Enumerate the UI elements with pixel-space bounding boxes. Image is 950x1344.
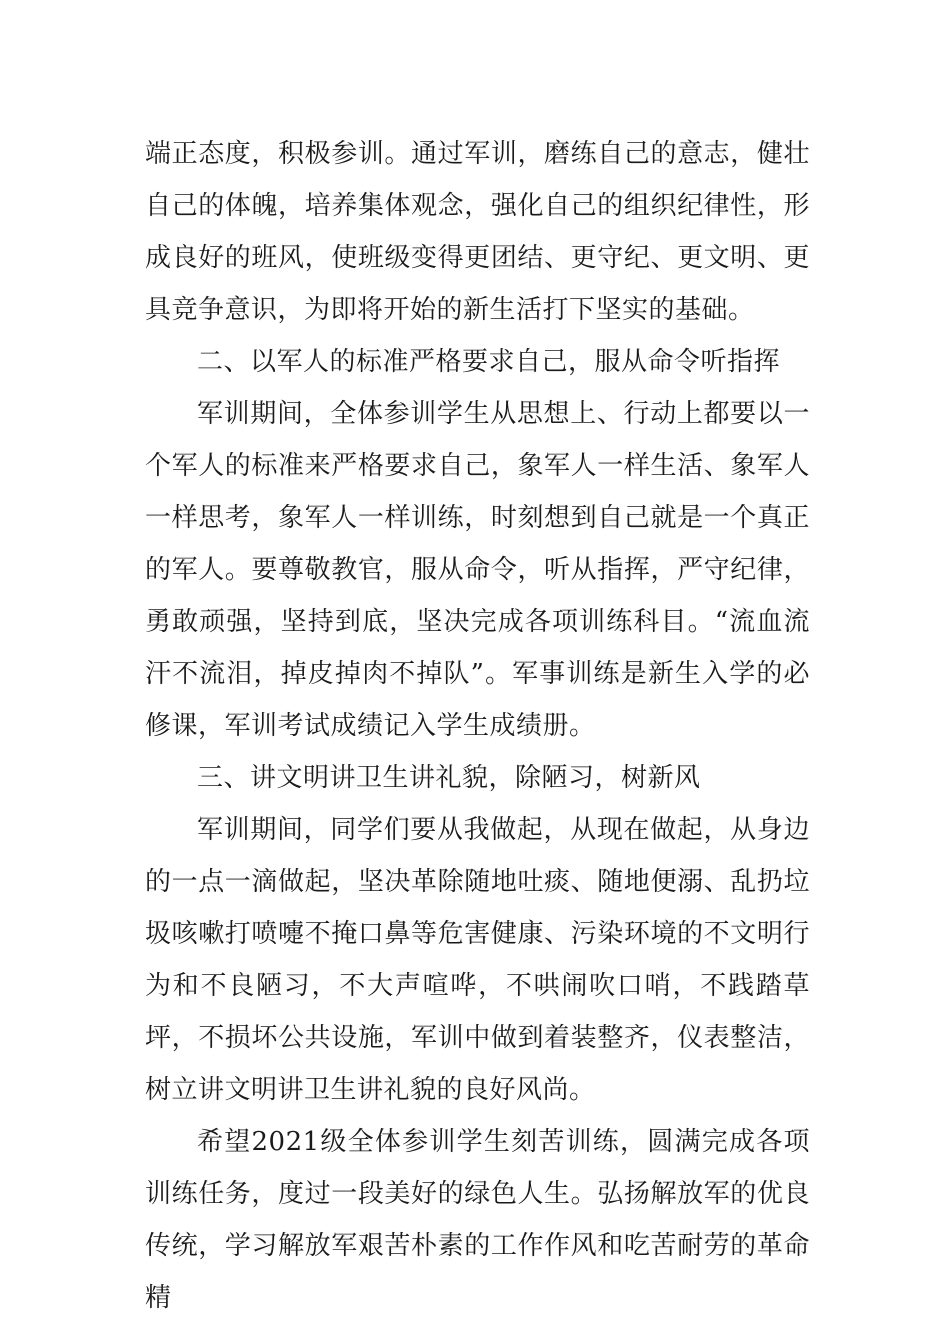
document-body bbox=[145, 128, 810, 1324]
paragraph-2: 军训期间，全体参训学生从思想上、行动上都要以一个军人的标准来严格要求自己，象军人一样生活、象军人一样思考，象军人一样训练，时刻想到自己就是一个真正的军人。要尊敬教官，服从命令，听从指挥，严守纪律，勇敢顽强，坚持到底，坚决完成各项训练科目。“流血流汗不流泪，掉皮掉肉不掉队”。军事训练是新生入学的必修课，军训考试成绩记入学生成绩册。 bbox=[145, 399, 810, 741]
section-heading-2: 二、以军人的标准严格要求自己，服从命令听指挥 bbox=[197, 347, 781, 377]
paragraph-4: 希望2021级全体参训学生刻苦训练，圆满完成各项训练任务，度过一段美好的绿色人生。弘扬解放军的优良传统，学习解放军艰苦朴素的工作作风和吃苦耐劳的革命精 bbox=[145, 1127, 810, 1313]
section-heading-3: 三、讲文明讲卫生讲礼貌，除陋习，树新风 bbox=[197, 763, 701, 793]
paragraph-3: 军训期间，同学们要从我做起，从现在做起，从身边的一点一滴做起，坚决革除随地吐痰、随地便溺、乱扔垃圾咳嗽打喷嚏不掩口鼻等危害健康、污染环境的不文明行为和不良陋习，不大声喧哗，不哄闹吹口哨，不践踏草坪，不损坏公共设施，军训中做到着装整齐，仪表整洁，树立讲文明讲卫生讲礼貌的良好风尚。 bbox=[145, 815, 810, 1105]
paragraph-1: 端正态度，积极参训。通过军训，磨练自己的意志，健壮自己的体魄，培养集体观念，强化自己的组织纪律性，形成良好的班风，使班级变得更团结、更守纪、更文明、更具竞争意识，为即将开始的新生活打下坚实的基础。 bbox=[145, 139, 810, 325]
